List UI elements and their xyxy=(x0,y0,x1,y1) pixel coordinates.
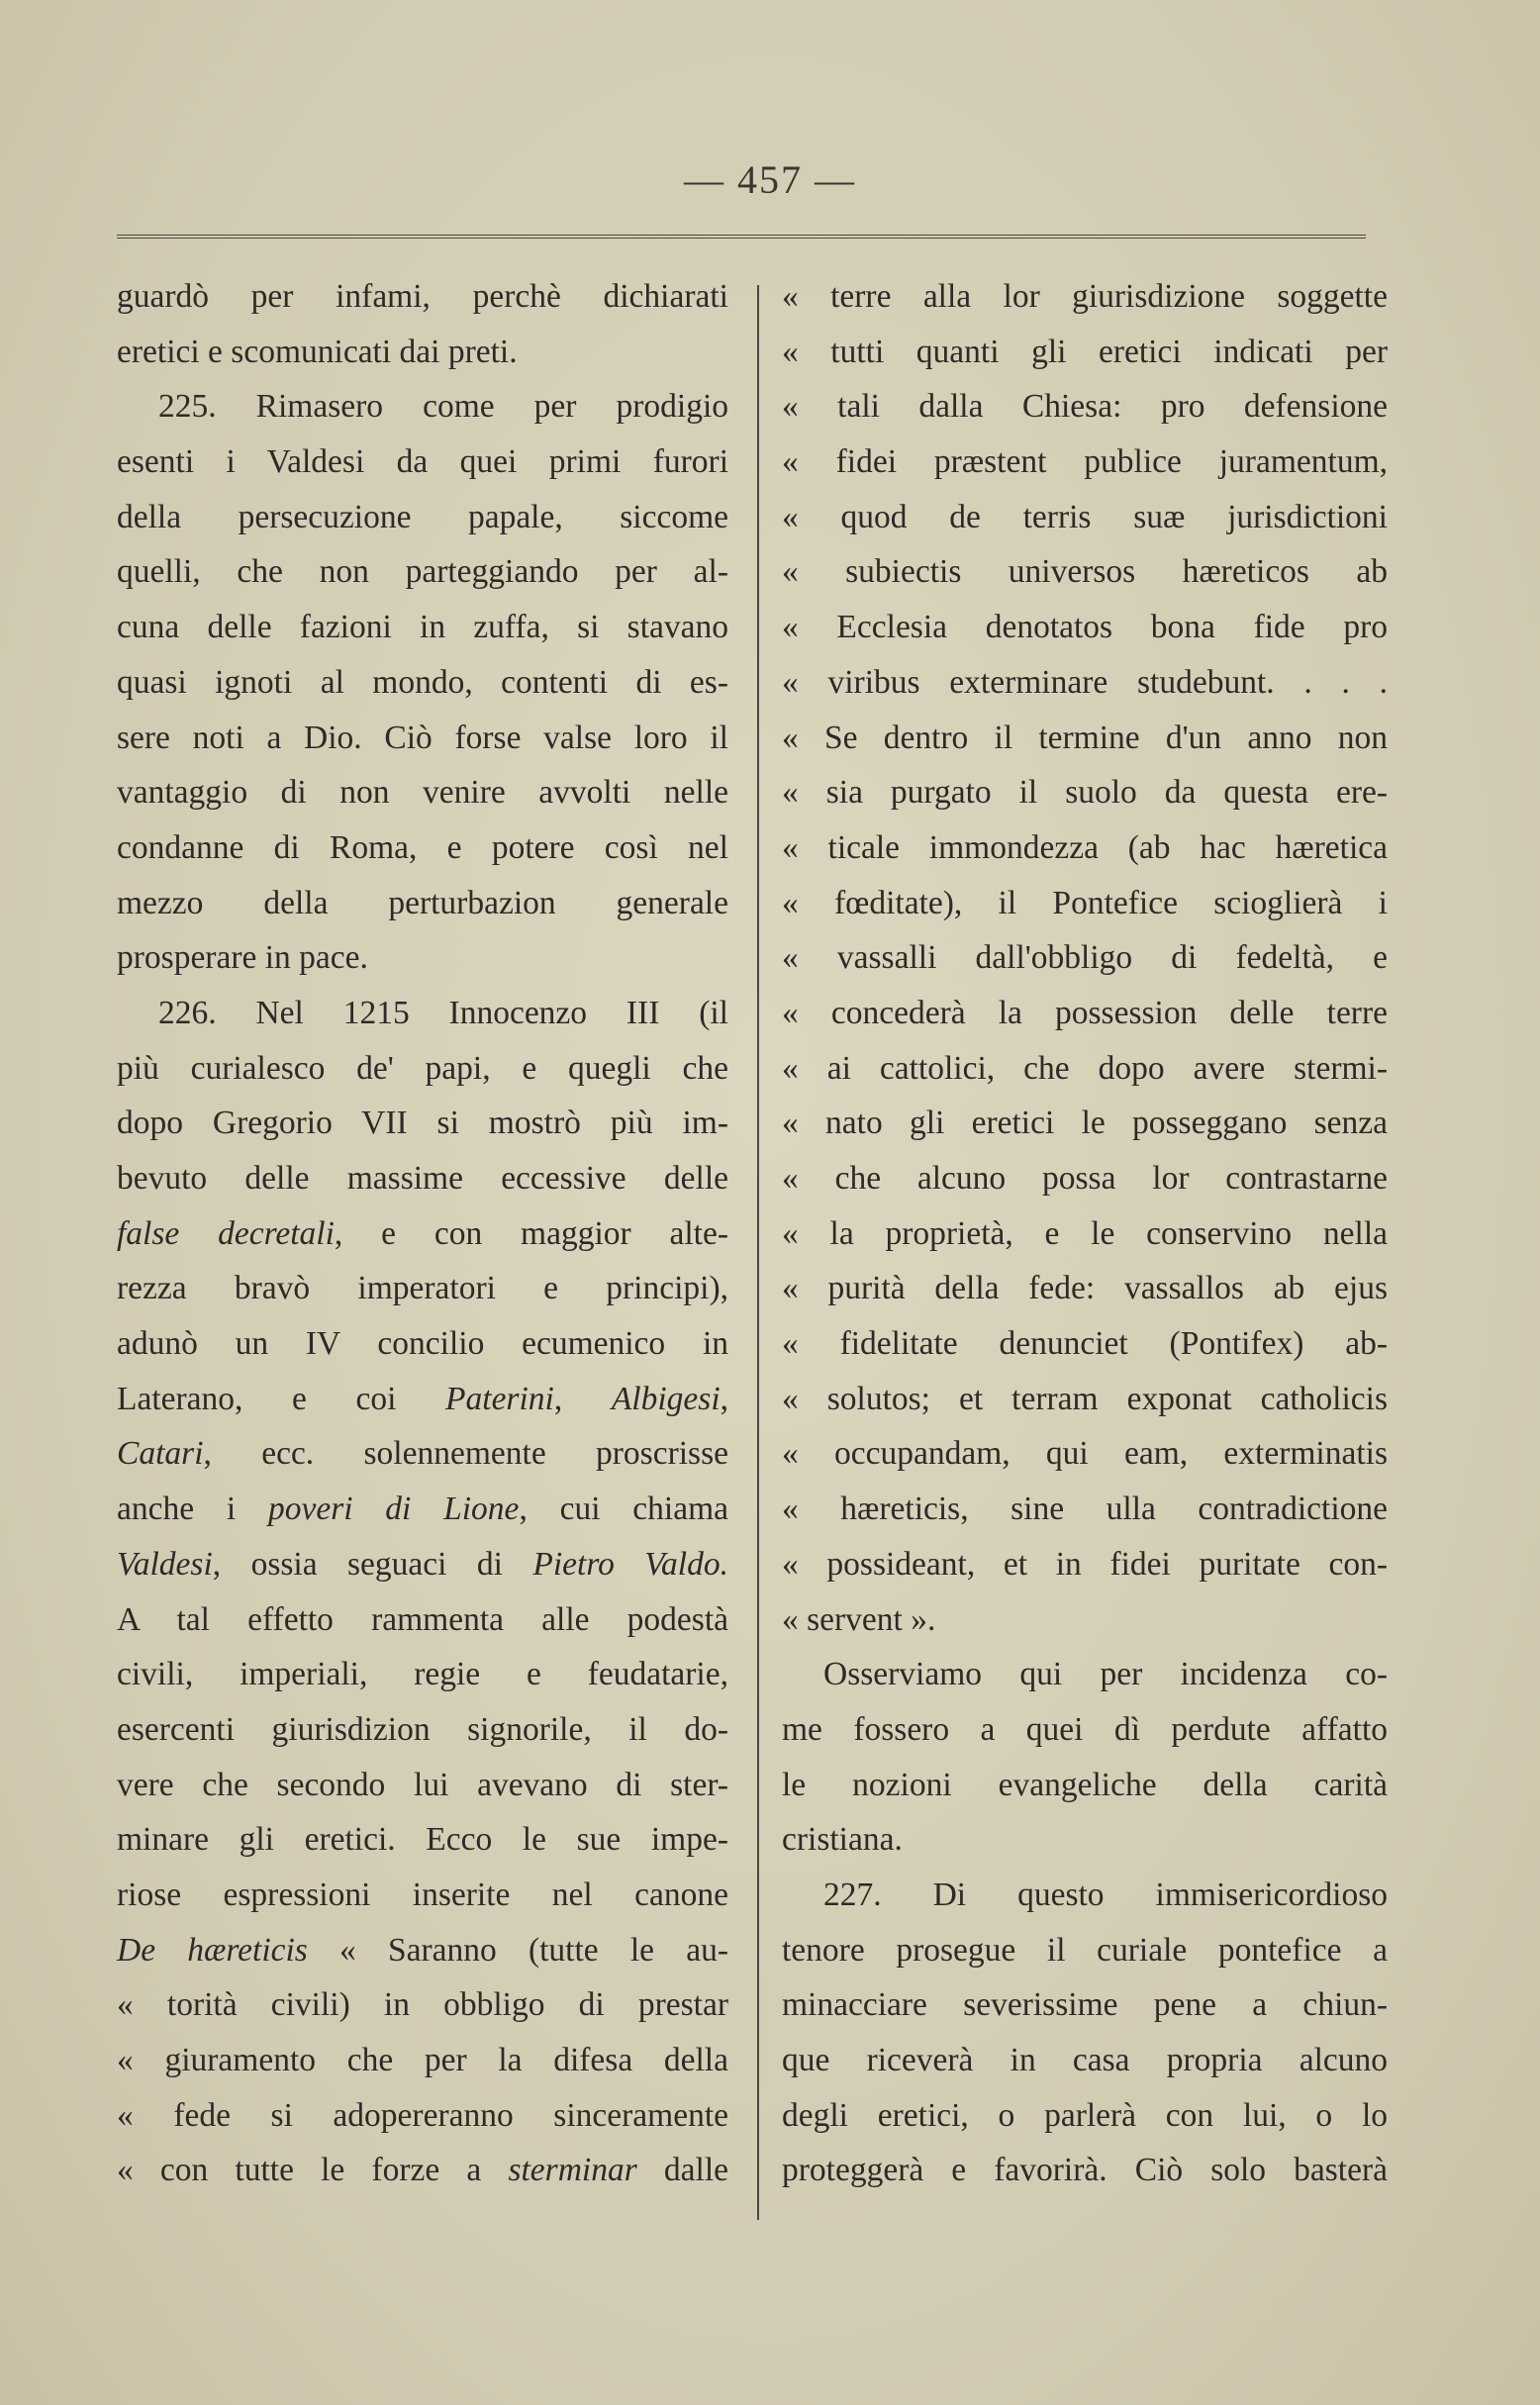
text-line: eretici e scomunicati dai preti. xyxy=(117,333,518,370)
italic-span: Pietro Valdo. xyxy=(532,1545,728,1583)
text-span: « con tutte le forze a xyxy=(117,2152,509,2189)
text-line: minare gli eretici. Ecco le sue impe- xyxy=(117,1821,728,1859)
italic-span: Paterini xyxy=(445,1380,554,1417)
italic-span: sterminar xyxy=(508,2152,637,2189)
text-line: 226. Nel 1215 Innocenzo III (il xyxy=(158,994,728,1031)
text-line: cuna delle fazioni in zuffa, si stavano xyxy=(117,609,728,646)
text-line: « terre alla lor giurisdizione soggette xyxy=(782,278,1388,315)
text-line xyxy=(117,1426,728,1482)
text-line xyxy=(117,1206,728,1262)
text-span: Laterano, e coi xyxy=(117,1380,446,1417)
text-line: 227. Di questo immisericordioso xyxy=(823,1876,1388,1913)
text-line: « purità della fede: vassallos ab ejus xyxy=(782,1270,1388,1307)
text-line: « viribus exterminare studebunt. . . . xyxy=(782,663,1388,701)
page-number: — 457 — xyxy=(684,157,856,202)
text-span: , e con maggior alte- xyxy=(334,1214,728,1252)
column-divider xyxy=(757,285,759,2220)
text-line: « possideant, et in fidei puritate con- xyxy=(782,1545,1388,1583)
text-line: proteggerà e favorirà. Ciò solo basterà xyxy=(782,2152,1388,2189)
text-line: « solutos; et terram exponat catholicis xyxy=(782,1380,1388,1417)
text-span: , ecc. solennemente proscrisse xyxy=(203,1435,728,1473)
italic-span: Valdesi xyxy=(117,1545,213,1583)
text-line xyxy=(117,1923,728,1978)
text-line: « che alcuno possa lor contrastarne xyxy=(782,1160,1388,1197)
text-line xyxy=(117,2143,728,2198)
text-line: « ai cattolici, che dopo avere stermi- xyxy=(782,1049,1388,1087)
text-line: Osserviamo qui per incidenza co- xyxy=(823,1656,1388,1693)
italic-span: Albigesi xyxy=(611,1380,721,1417)
text-line: « giuramento che per la difesa della xyxy=(117,2042,728,2078)
text-line: della persecuzione papale, siccome xyxy=(117,498,728,535)
text-line: « la proprietà, e le conservino nella xyxy=(782,1214,1388,1252)
text-line: « fidelitate denunciet (Pontifex) ab- xyxy=(782,1325,1388,1363)
text-line: civili, imperiali, regie e feudatarie, xyxy=(117,1656,728,1693)
text-line: quasi ignoti al mondo, contenti di es- xyxy=(117,663,728,701)
text-line: « subiectis universos hæreticos ab xyxy=(782,553,1388,591)
text-line: « fede si adopereranno sinceramente xyxy=(117,2096,728,2134)
text-line: tenore prosegue il curiale pontefice a xyxy=(782,1931,1388,1969)
text-line: cristiana. xyxy=(782,1821,903,1859)
text-line: « fœditate), il Pontefice scioglierà i xyxy=(782,884,1388,921)
text-line: vantaggio di non venire avvolti nelle xyxy=(117,774,728,812)
text-line: esenti i Valdesi da quei primi furori xyxy=(117,443,728,481)
right-column xyxy=(782,269,1388,2198)
text-line: adunò un IV concilio ecumenico in xyxy=(117,1325,728,1363)
text-line: « quod de terris suæ jurisdictioni xyxy=(782,498,1388,535)
text-span: , xyxy=(720,1380,729,1417)
text-line: « tali dalla Chiesa: pro defensione xyxy=(782,388,1388,426)
text-line: « vassalli dall'obbligo di fedeltà, e xyxy=(782,939,1388,977)
text-span: anche i xyxy=(117,1491,268,1528)
text-line: prosperare in pace. xyxy=(117,939,368,977)
text-line: A tal effetto rammenta alle podestà xyxy=(117,1600,728,1638)
text-line: 225. Rimasero come per prodigio xyxy=(158,388,728,426)
text-line xyxy=(117,1537,728,1592)
text-line: sere noti a Dio. Ciò forse valse loro il xyxy=(117,719,728,756)
header-rule xyxy=(117,235,1366,239)
text-line: mezzo della perturbazion generale xyxy=(117,884,728,921)
text-line: le nozioni evangeliche della carità xyxy=(782,1766,1388,1803)
text-line xyxy=(117,1372,728,1427)
italic-span: De hæreticis xyxy=(117,1931,308,1969)
text-line: « servent ». xyxy=(782,1600,936,1638)
text-span: , ossia seguaci di xyxy=(212,1545,533,1583)
text-line: « tutti quanti gli eretici indicati per xyxy=(782,333,1388,370)
text-line: « sia purgato il suolo da questa ere- xyxy=(782,774,1388,812)
text-line: « hæreticis, sine ulla contradictione xyxy=(782,1491,1388,1528)
text-span: , xyxy=(553,1380,612,1417)
left-column xyxy=(117,269,728,2198)
italic-span: poveri di Lione xyxy=(267,1491,520,1528)
text-line: « nato gli eretici le posseggano senza xyxy=(782,1105,1388,1142)
text-span: dalle xyxy=(636,2152,728,2189)
text-line: condanne di Roma, e potere così nel xyxy=(117,828,728,866)
text-line: « fidei præstent publice juramentum, xyxy=(782,443,1388,481)
text-line: « torità civili) in obbligo di prestar xyxy=(117,1986,728,2024)
text-line: rezza bravò imperatori e principi), xyxy=(117,1270,728,1307)
text-line xyxy=(117,1482,728,1537)
text-line: « Ecclesia denotatos bona fide pro xyxy=(782,609,1388,646)
text-line: bevuto delle massime eccessive delle xyxy=(117,1160,728,1197)
text-span: « Saranno (tutte le au- xyxy=(307,1931,728,1969)
text-line: minacciare severissime pene a chiun- xyxy=(782,1986,1388,2024)
text-line: dopo Gregorio VII si mostrò più im- xyxy=(117,1105,728,1142)
text-line: degli eretici, o parlerà con lui, o lo xyxy=(782,2096,1388,2134)
italic-span: Catari xyxy=(117,1435,204,1473)
text-line: me fossero a quei dì perdute affatto xyxy=(782,1710,1388,1748)
text-line: « occupandam, qui eam, exterminatis xyxy=(782,1435,1388,1473)
text-line: quelli, che non parteggiando per al- xyxy=(117,553,728,591)
text-line: guardò per infami, perchè dichiarati xyxy=(117,278,728,315)
text-line: più curialesco de' papi, e quegli che xyxy=(117,1049,728,1087)
text-line: « ticale immondezza (ab hac hæretica xyxy=(782,828,1388,866)
text-line: riose espressioni inserite nel canone xyxy=(117,1876,728,1913)
text-line: vere che secondo lui avevano di ster- xyxy=(117,1766,728,1803)
text-span: , cui chiama xyxy=(519,1491,728,1528)
italic-span: false decretali xyxy=(117,1214,335,1252)
text-line: esercenti giurisdizion signorile, il do- xyxy=(117,1710,728,1748)
text-line: « concederà la possession delle terre xyxy=(782,994,1388,1031)
text-line: « Se dentro il termine d'un anno non xyxy=(782,719,1388,756)
text-line: que riceverà in casa propria alcuno xyxy=(782,2042,1388,2078)
